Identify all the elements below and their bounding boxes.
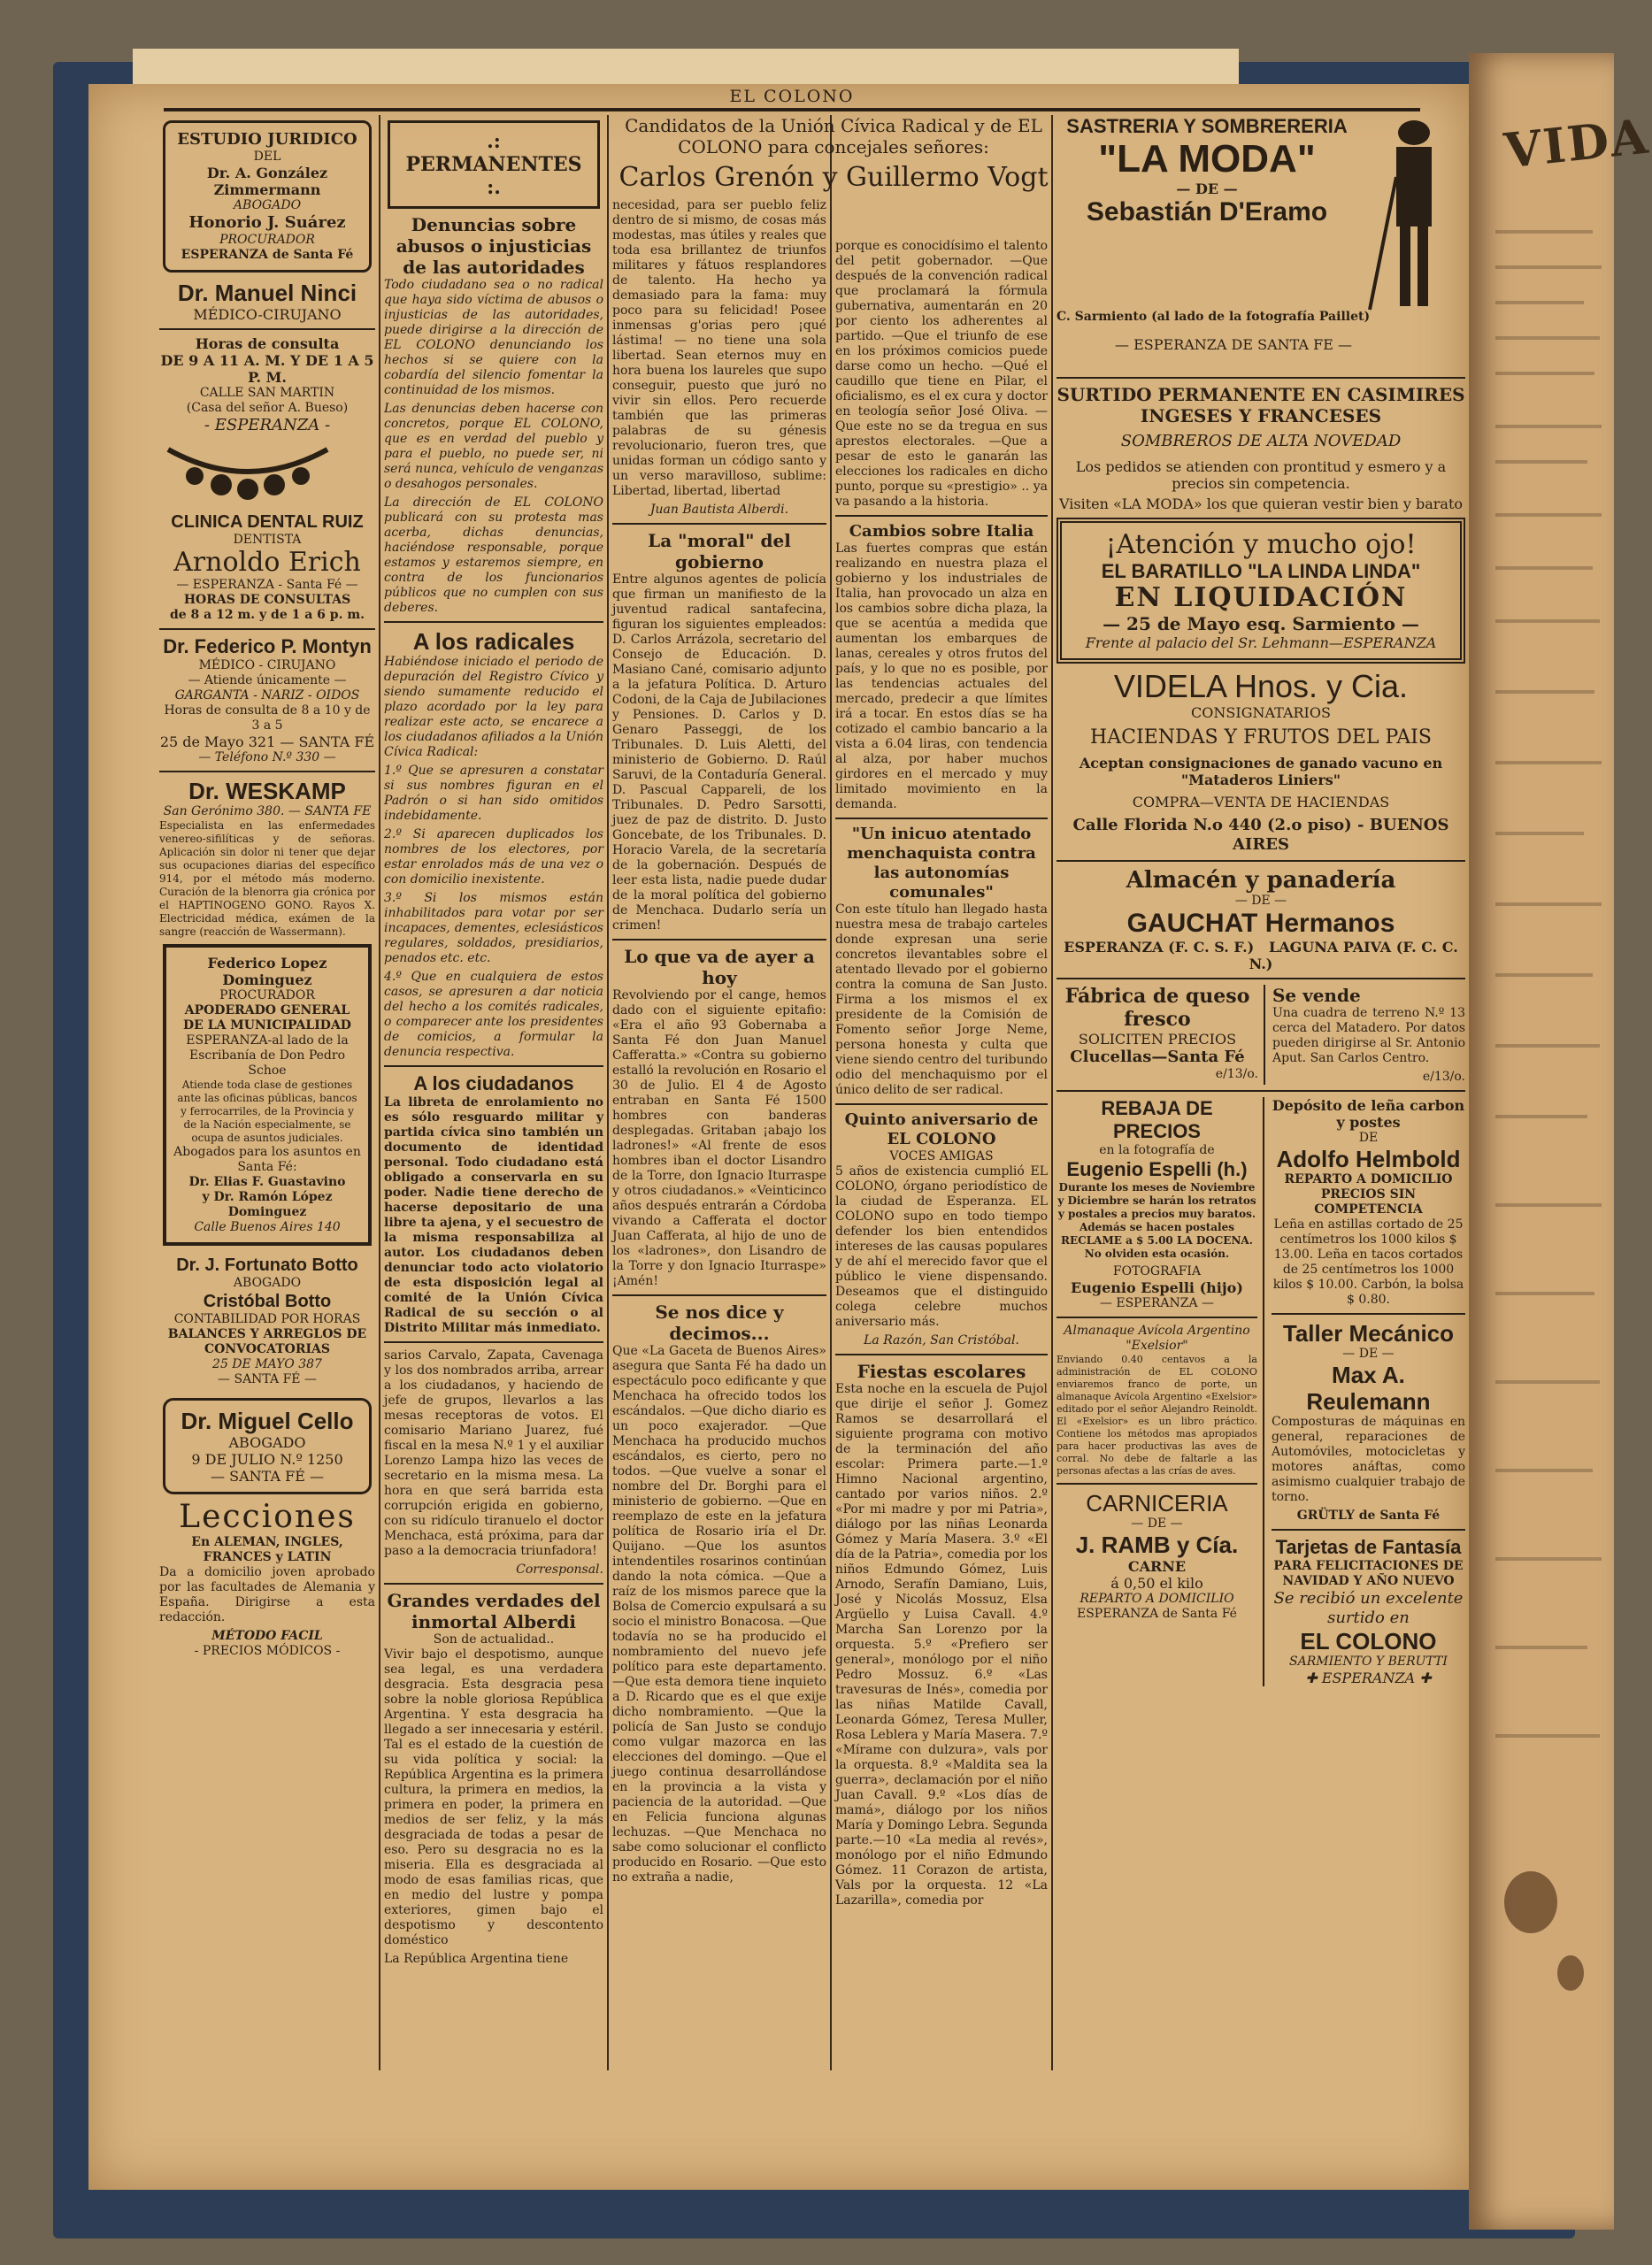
weskamp-card: Dr. WESKAMP San Gerónimo 380. — SANTA FE Especialista en las enfermedades venereo-sifilíticas y de señoras. Aplicación sin dolor ni tener que dejar sus ocupaciones diarias del específico 914, por el método más moderno. Curación de la blenorra gia crónica por el HAPTINOGENO GONO. Rayos X. Electricidad médica, exámen de la sangre (reacción de Wassermann). [159, 778, 375, 938]
column-divider [830, 115, 832, 2070]
fiestas-headline: Fiestas escolares [857, 1361, 1026, 1382]
column-candidatos: Candidatos de la Unión Cívica Radical y de EL COLONO para concejales señores: Carlos Grenón y Guillermo Vogt necesidad, para ser pueblo feliz dentro de si mismo, de cosas más modestas, mas útiles y reales que toda esa brillantez de triunfos militares y fátuos resplandores de talento. Ha hecho ya demasiado para la fama: muy poco para su felicidad! Posee inmensas g'orias pero ¡qué lástima! — no tiene una sola libertad. Sean eternos muy en hora buena los laureles que supo conseguir, puesto que juró no vivir sin ellos. Pero recuerde también que las primeras palabras de su génesis revolucionario, fueron tres, que unidas forman un código santo y un verso maravilloso, sublime: Libertad, libertad, libertad Juan Bautista Alberdi. La "moral" del gobierno Entre algunos agentes de policía que firman un manifiesto de la juventud radical santafecina, figuran los siguientes empleados: D. Carlos Arrázola, secretario del Consejo de Educación. D. Masiano Cané, comisario adjunto a la jefatura Política. D. Arturo Codoni, de la Caja de Jubilaciones y Pensiones. D. Carlos y D. Genaro Passeggi, de los Tribunales. D. Luis Aletti, del ministerio de Gobierno. D. Raúl Saruvi, de la Contaduría General. D. Pascual Cappareli, de los Tribunales. D. Pedro Sarsotti, juez de paz de distrito. D. Justo Goncebate, de los Tribunales. D. Horacio Varela, de la secretaría de la gobernación. Después de leer esta lista, nadie puede dudar de la moral política del gobierno de Menchaca. Dudarlo sería un crimen! Lo que va de ayer a hoy Revolviendo por el cange, hemos dado con el siguiente epitafio: «Era el año 93 Gobernaba a Santa Fé don Juan Manuel Cafferatta.» «Contra su gobierno estalló la revolución en Rosario el 30 de Julio. El 4 de Agosto entraban en Santa Fé 1500 hombres con banderas desplegadas. Gritaban ¡abajo los ladrones!» «Al frente de esos hombres iban el doctor Lisandro de la Torre, don Ignacio Iturraspe y otros ciudadanos.» «Veinticinco años después entrarán a Córdoba vivando a Cafferata el doctor Juan Cafferata, al hijo de uno de los «ladrones», don Lisandro de la Torre y don Ignacio Iturraspe» ¡Amén! Se nos dice y decimos... Que «La Gaceta de Buenos Aires» asegura que Santa Fé ha dado un espectáculo poco edificante y que Menchaca ha ofrecido todos los escándalos. —Que dicho diario es un poco exajerador. —Que Menchaca ha producido muchos escándalos, es cierto, pero no todos. —Que vuelve a sonar el nombre del Dr. Borghi para el ministerio de gobierno. —Que en reemplazo de este en la jefatura política de Rosario iría el Dr. Quijano. —Que los asuntos intendentiles rosarinos continúan dando la nota cómica. —Que a raíz de los mismos parece que la Bolsa de Comercio expulsará a su socio el ministro Bonacosa. —Que todavía no se ha producido el nombramiento del nuevo jefe político para este departamento. —Que esta demora tiene inquieto a D. Ricardo que es el que exije dicho nombramiento. —Que la policía de San Justo se condujo como vulgar mazorca en las elecciones del domingo. —Que el juego continua desarrollándose en la provincia a la vista y paciencia de la autoridad. —Que en Felicia funciona algunas lechuzas. —Que Menchaca no sabe como solucionar el conflicto producido en Rosario. —Que esto no extraña a nadie, [612, 115, 826, 2070]
column-divider [607, 115, 609, 2070]
alberdi-headline: Grandes verdades del inmortal Alberdi [387, 1590, 601, 1632]
se-vende-ad: Se vende Una cuadra de terreno N.º 13 cerca del Matadero. Por datos pueden dirigirse al Sr. Antonio Aput. San Carlos Centro. e/13/o. [1272, 985, 1465, 1084]
candidatos-names: Carlos Grenón y Guillermo Vogt [619, 162, 1049, 193]
permanentes-heading: .: PERMANENTES :. [388, 120, 600, 209]
column-advertisements: SASTRERIA Y SOMBRERERIA "LA MODA" — DE — Sebastián D'Eramo C. Sarmiento (al lado de la fotografía Paillet) — ESPERANZA DE SANTA FE — SURTIDO PERMANENTE EN CASIMIRES INGESES Y FRANCESES SOMBREROS DE ALTA NOVEDAD Los pedidos se atienden con prontitud y esmero y a precios sin competencia. Visiten «LA MODA» los que quieran vestir bien y barato ¡Atención y mucho ojo! EL BARATILLO "LA LINDA LINDA" EN LIQUIDACIÓN — 25 de Mayo esq. Sarmiento — Frente al palacio del Sr. Lehmann—ESPERANZA VIDELA Hnos. y Cia. CONSIGNATARIOS HACIENDAS Y FRUTOS DEL PAIS Aceptan consignaciones de ganado vacuno en "Mataderos Liniers" COMPRA—VENTA DE HACIENDAS Calle Florida N.o 440 (2.o piso) - BUENOS AIRES Almacén y panadería — DE — GAUCHAT Hermanos ESPERANZA (F. C. S. F.) LAGUNA PAIVA (F. C. C. N.) Fábrica de queso fresco SOLICITEN PRECIOS Clucellas—Santa Fé e/13/o. Se vende Una cuadra de terreno N.º 13 cerca del Matadero. Por datos pueden dirigirse al Sr. Antonio Aput. San Carlos Centro. e/13/o. REBAJA DE PRECIOS en la fotografía de Eugenio Espelli (h.) Durante los meses de Noviembre y Diciembre se harán los retratos y postales a precios muy baratos. Además se hacen postales RECLAME a $ 5.00 LA DOCENA. No olviden esta ocasión. FOTOGRAFIA Eugenio Espelli (hijo) — ESPERANZA — Almanaque Avícola Argentino "Exelsior" Enviando 0.40 centavos a la administración de EL COLONO enviaremos franco de porte, un almanaque Avícola Argentino «Exelsior» editado por el señor Alejandro Reinoldt. El «Exelsior» es un libro práctico. Contiene los métodos mas apropiados para hacer productivas las aves de corral. No debe de faltarle a las personas afectas a las crías de aves. CARNICERIA — DE — J. RAMB y Cía. CARNE á 0,50 el kilo REPARTO A DOMICILIO ESPERANZA de Santa Fé Depósito de leña carbon y postes DE Adolfo Helmbold REPARTO A DOMICILIO PRECIOS SIN COMPETENCIA Leña en astillas cortado de 25 centímetros los 1000 kilos $ 13.00. Leña en tacos cortados de 25 centímetros los 1000 kilos $ 10.00. Carbón, la bolsa $ 0.80. Taller Mecánico — DE — Max A. Reulemann Composturas de máquinas en general, reparaciones de Automóviles, motocicletas y motores anáftas, como asimismo cualquier trabajo de torno. GRÜTLY de Santa Fé Tarjetas de Fantasía PARA FELICITACIONES DE NAVIDAD Y AÑO NUEVO Se recibió un excelente surtido en EL COLONO SARMIENTO Y BERUTTI ✚ ESPERANZA ✚ [1057, 115, 1465, 1686]
la-moda-ad: SASTRERIA Y SOMBRERERIA "LA MODA" — DE — Sebastián D'Eramo C. Sarmiento (al lado de la fotografía Paillet) — ESPERANZA DE SANTA FE — [1057, 115, 1465, 372]
ninci-card: Dr. Manuel Ninci MÉDICO-CIRUJANO Horas de consulta DE 9 A 11 A. M. Y DE 1 A 5 P. M. CALLE SAN MARTIN (Casa del señor A. Bueso) - ESPERANZA - [160, 280, 374, 434]
aniversario-headline: Quinto aniversario de EL COLONO [844, 1110, 1039, 1148]
almanaque-ad: Almanaque Avícola Argentino "Exelsior" Enviando 0.40 centavos a la administración de EL COLONO enviaremos franco de porte, un almanaque Avícola Argentino «Exelsior» editado por el señor Alejandro Reinoldt. El «Exelsior» es un libro práctico. Contiene los métodos mas apropiados para hacer productivas las aves de corral. No debe de faltarle a las personas afectas a las crías de aves. [1057, 1324, 1257, 1477]
gentleman-illustration-icon [1361, 115, 1458, 319]
paper-stain [1504, 1871, 1557, 1933]
cello-card: Dr. Miguel Cello ABOGADO 9 DE JULIO N.º 1250 — SANTA FÉ — [163, 1398, 372, 1494]
cambios-headline: Cambios sobre Italia [849, 522, 1034, 541]
paper-stain [1557, 1955, 1584, 1991]
lecciones-card: Lecciones En ALEMAN, INGLES, FRANCES y LATIN Da a domicilio joven aprobado por las facultades de Alemania y España. Dirigirse a esta redacción. MÉTODO FACIL - PRECIOS MÓDICOS - [159, 1499, 375, 1658]
column-noticias: porque es conocidísimo el talento del petit gobernador. —Que después de la convención radical que proclamará la fórmula gubernativa, aumentarán en 20 por ciento los adherentes al partido. —Que el triunfo de ese en los próximos comicios puede darse como un hecho. —Qué el caudillo que tiene en Pilar, el oficialismo, es el ex cura y doctor en teología señor José Oliva. —Que este no se da tregua en sus aprestos electorales. —Que a pesar de esto le ganarán las elecciones los radicales en dicho punto, porque su «prestigio» .. ya va pasando a la historia. Cambios sobre Italia Las fuertes compras que están realizando en nuestra plaza el gobierno y los industriales de Italia, han provocado un alza en los cambios sobre dicha plaza, la que se acentúa a medida que aumentan los embarques de lanas, cereales y otros frutos del país, y lo que no es posible, por las tendencias actuales del mercado, predecir a que límites irá a tocar. En estos días se ha cotizado el cambio bancario a la vista a 6.04 liras, con tendencia al alza, por haber muchos girdores en el mercado y muy limitado movimiento en la demanda. "Un inicuo atentado menchaquista contra las autonomías comunales" Con este título han llegado hasta nuestra mesa de trabajo carteles donde expresan una serie concretos ilevantables sobre el atentado llevado por el gobierno contra la comuna de San Justo. Firma a los mismos el ex presidente de la Comisión de Fomento señor Jorge Neme, persona honesta y culta que viene siendo centro del turibundo odio del menchaquismo por el único delito de ser radical. Quinto aniversario de EL COLONO VOCES AMIGAS 5 años de existencia cumplió EL COLONO, órgano periodístico de la ciudad de Esperanza. EL COLONO supo en todo tiempo defender los bien entendidos intereses de las causas populares y de ahí el merecido favor que el público le viene dispensando. Deseamos que el distinguido colega celebre muchos aniversario más. La Razón, San Cristóbal. Fiestas escolares Esta noche en la escuela de Pujol que dirije el señor J. Gomez Ramos se desarrollará el siguiente programa con motivo de la terminación del año escolar: Primera parte.—1.º Himno Nacional argentino, cantado por varios niños. 2.º «Por mi madre y por mi Patria», diálogo por las niñas Leonarda Gómez y María Masera. 3.º «El día de la Patria», comedia por los niños Edmundo Gómez, Luis Arnodo, Serafín Damiano, Luis, José y Nicolás Mossuz, Elsa Argüello y Luisa Cavall. 4.º Marcha San Lorenzo por la orquesta. 5.º «Prefiero ser general», monólogo por el niño Pedro Mossuz. 6.º «Las travesuras de Inés», comedia por las niñas Matilde Cavall, Leonarda Gómez, Teresa Muller, Rosa Leblera y María Masera. 7.º «Mírame con dulzura», vals por la orquesta. 8.º «Maldita sea la guerra», declamación por el niño Juan Cavall. 9.º «Los días de mamá», diálogo por los niños María y Domingo Lebra. Segunda parte.—10 «La media al revés», monólogo por el niño Edmundo Gómez. 11 Corazon de artista, Vals por la orquesta. 12 «La Lazarilla», comedia por [835, 239, 1048, 1908]
taller-ad: Taller Mecánico — DE — Max A. Reulemann Composturas de máquinas en general, reparaciones de Automóviles, motocicletas y motores anáftas, como asimismo cualquier trabajo de torno. GRÜTLY de Santa Fé [1271, 1320, 1465, 1523]
masthead: EL COLONO [729, 87, 855, 106]
ads-lower-grid [1057, 1097, 1465, 1686]
clinica-dental-card: CLINICA DENTAL RUIZ DENTISTA Arnoldo Erich — ESPERANZA - Santa Fé — HORAS DE CONSULTAS de 8 a 12 m. y de 1 a 6 p. m. [169, 512, 365, 622]
botto-card: Dr. J. Fortunato Botto ABOGADO Cristóbal Botto CONTABILIDAD POR HORAS BALANCES Y ARREGLOS DE CONVOCATORIAS 25 DE MAYO 387 — SANTA FÉ — [167, 1255, 367, 1386]
column-divider [1051, 115, 1053, 2070]
baratillo-ad: ¡Atención y mucho ojo! EL BARATILLO "LA LINDA LINDA" EN LIQUIDACIÓN — 25 de Mayo esq. Sarmiento — Frente al palacio del Sr. Lehmann—ESPERANZA [1057, 518, 1465, 664]
queso-ad: Fábrica de queso fresco SOLICITEN PRECIOS Clucellas—Santa Fé e/13/o. [1057, 985, 1265, 1085]
atentado-headline: "Un inicuo atentado menchaquista contra las autonomías comunales" [847, 825, 1036, 902]
denuncias-headline: Denuncias sobre abusos o injusticias de las autoridades [396, 214, 592, 278]
estudio-juridico-card: ESTUDIO JURIDICO DEL Dr. A. González Zimmermann ABOGADO Honorio J. Suárez PROCURADOR ESPERANZA de Santa Fé [163, 120, 372, 273]
column-divider [379, 115, 380, 2070]
ciudadanos-headline: A los ciudadanos [413, 1072, 574, 1094]
carniceria-ad: CARNICERIA — DE — J. RAMB y Cía. CARNE á 0,50 el kilo REPARTO A DOMICILIO ESPERANZA de Santa Fé [1075, 1490, 1239, 1621]
radicales-headline: A los radicales [412, 628, 575, 655]
adjacent-page-heading: VIDA [1502, 107, 1652, 180]
gauchat-ad: Almacén y panadería — DE — GAUCHAT Hermanos ESPERANZA (F. C. S. F.) LAGUNA PAIVA (F. C. C. N.) [1064, 867, 1458, 972]
ayer-hoy-headline: Lo que va de ayer a hoy [624, 946, 815, 988]
montyn-card: Dr. Federico P. Montyn MÉDICO - CIRUJANO — Atiende únicamente — GARGANTA - NARIZ - OIDOS Horas de consulta de 8 a 10 y de 3 a 5 25 de Mayo 321 — SANTA FÉ — Teléfono N.º 330 — [159, 635, 375, 764]
column-permanentes: .: PERMANENTES :. Denuncias sobre abusos o injusticias de las autoridades Todo ciudadano sea o no radical que haya sido víctima de abusos o injusticias de las autoridades, puede dirigirse a la dirección de EL COLONO denunciando los hechos si se quiere con la cobardía del silencio fomentar la continuidad de los mismos. Las denuncias deben hacerse con concretos, porque EL COLONO, que es en verdad del pueblo y para el pueblo, no puede ser, ni será nunca, vehículo de venganzas o desahogos personales. La dirección de EL COLONO publicará con su protesta mas acerba, dichas denuncias, haciéndose responsable, porque estamos y estaremos siempre, en contra de los funcionarios públicos que no cumplen con sus deberes. A los radicales Habiéndose iniciado el periodo de depuración del Registro Cívico y siendo sumamente reducido el plazo acordado por la ley para realizar este acto, se encarece a los ciudadanos afiliados a la Unión Cívica Radical: 1.º Que se apresuren a constatar si sus nombres figuran en el Padrón o si han sido omitidos indebidamente. 2.º Si aparecen duplicados los nombres de los electores, por estar enrolados más de una vez o con domicilio inexistente. 3.º Si los mismos están inhabilitados para votar por ser incapaces, dementes, eclesiásticos regulares, soldados, presidiarios, penados etc. etc. 4.º Que en cualquiera de estos casos, se apresuren a dar noticia del hecho a los comités radicales, o comparecer ante los presidentes de comicios, a formular la denuncia respectiva. A los ciudadanos La libreta de enrolamiento no es sólo resguardo militar y partida cívica sino también un documento de identidad personal. Todo ciudadano está obligado a conservarla en su poder. Nadie tiene derecho de hacerse depositario de una libre ta ajena, y el secuestro de la misma responsabiliza al autor. Los ciudadanos deben denunciar todo acto violatorio de esta disposición legal al comité de la Unión Cívica Radical de su sección o al Distrito Militar más inmediato. sarios Carvalo, Zapata, Cavenaga y los dos nombrados arriba, arrear a los ciudadanos, y haciendo de jefe de grupos, llevarlos a las mesas receptoras de votos. El comisario Mariano Juarez, fué fiscal en la mesa N.º 1 y el auxiliar Lorenzo Lampa hizo las veces de secretario en la misma mesa. La hora en que será barrida esta corrupción erigida en gobierno, con su ridículo tiranuelo el doctor Menchaca, está próxima, para dar paso a la democracia triunfadora! Corresponsal. Grandes verdades del inmortal Alberdi Son de actualidad.. Vivir bajo el despotismo, aunque sea legal, es una verdadera desgracia. Esta desgracia pesa sobre la noble gloriosa República Argentina. Y esta desgracia ha llegado a ser innecesaria y estéril. Tal es el estado de la cuestión de su vida política y social: la República Argentina es la primera cultura, la primera en medios, la primera en poder, la primera en medios de ser feliz, y la más desgraciada de todas a pesar de eso. Pero su desgracia no es la miseria. Ella es desgraciada al modo de esas familias ricas, que en medio del lustre y pompa exteriores, gimen bajo el despotismo y descontento doméstico La República Argentina tiene [384, 115, 603, 2070]
column-professional-cards [159, 115, 375, 2070]
se-dice-headline: Se nos dice y decimos... [655, 1301, 784, 1344]
candidatos-intro: Candidatos de la Unión Cívica Radical y de EL COLONO para concejales señores: [625, 115, 1042, 157]
dental-ornament-icon [159, 441, 336, 503]
fantasia-ad: Tarjetas de Fantasía PARA FELICITACIONES DE NAVIDAD Y AÑO NUEVO Se recibió un excelente surtido en EL COLONO SARMIENTO Y BERUTTI ✚ ESPERANZA ✚ [1273, 1536, 1464, 1686]
masthead-rule [164, 108, 1420, 111]
lopez-dominguez-card: Federico Lopez Dominguez PROCURADOR APODERADO GENERAL DE LA MUNICIPALIDAD ESPERANZA-al lado de la Escribanía de Don Pedro Schoe Atiende toda clase de gestiones ante las oficinas públicas, bancos y ferrocarriles, de la Provincia y de la Nación especialmente, se ocupa de asuntos judiciales. Abogados para los asuntos en Santa Fé: Dr. Elias F. Guastavino y Dr. Ramón López Dominguez Calle Buenos Aires 140 [163, 944, 372, 1246]
moral-headline: La "moral" del gobierno [648, 530, 791, 572]
espelli-ad: REBAJA DE PRECIOS en la fotografía de Eugenio Espelli (h.) Durante los meses de Noviembre y Diciembre se harán los retratos y postales a precios muy baratos. Además se hacen postales RECLAME a $ 5.00 LA DOCENA. No olviden esta ocasión. FOTOGRAFIA Eugenio Espelli (hijo) — ESPERANZA — [1057, 1097, 1256, 1310]
videla-ad: VIDELA Hnos. y Cia. CONSIGNATARIOS HACIENDAS Y FRUTOS DEL PAIS Aceptan consignaciones de ganado vacuno en "Mataderos Liniers" COMPRA—VENTA DE HACIENDAS Calle Florida N.o 440 (2.o piso) - BUENOS AIRES [1072, 668, 1449, 854]
queso-vende-row [1057, 985, 1465, 1085]
helmbold-ad: Depósito de leña carbon y postes DE Adolfo Helmbold REPARTO A DOMICILIO PRECIOS SIN COMPETENCIA Leña en astillas cortado de 25 centímetros los 1000 kilos $ 13.00. Leña en tacos cortados de 25 centímetros los 1000 kilos $ 10.00. Carbón, la bolsa $ 0.80. [1272, 1097, 1465, 1307]
